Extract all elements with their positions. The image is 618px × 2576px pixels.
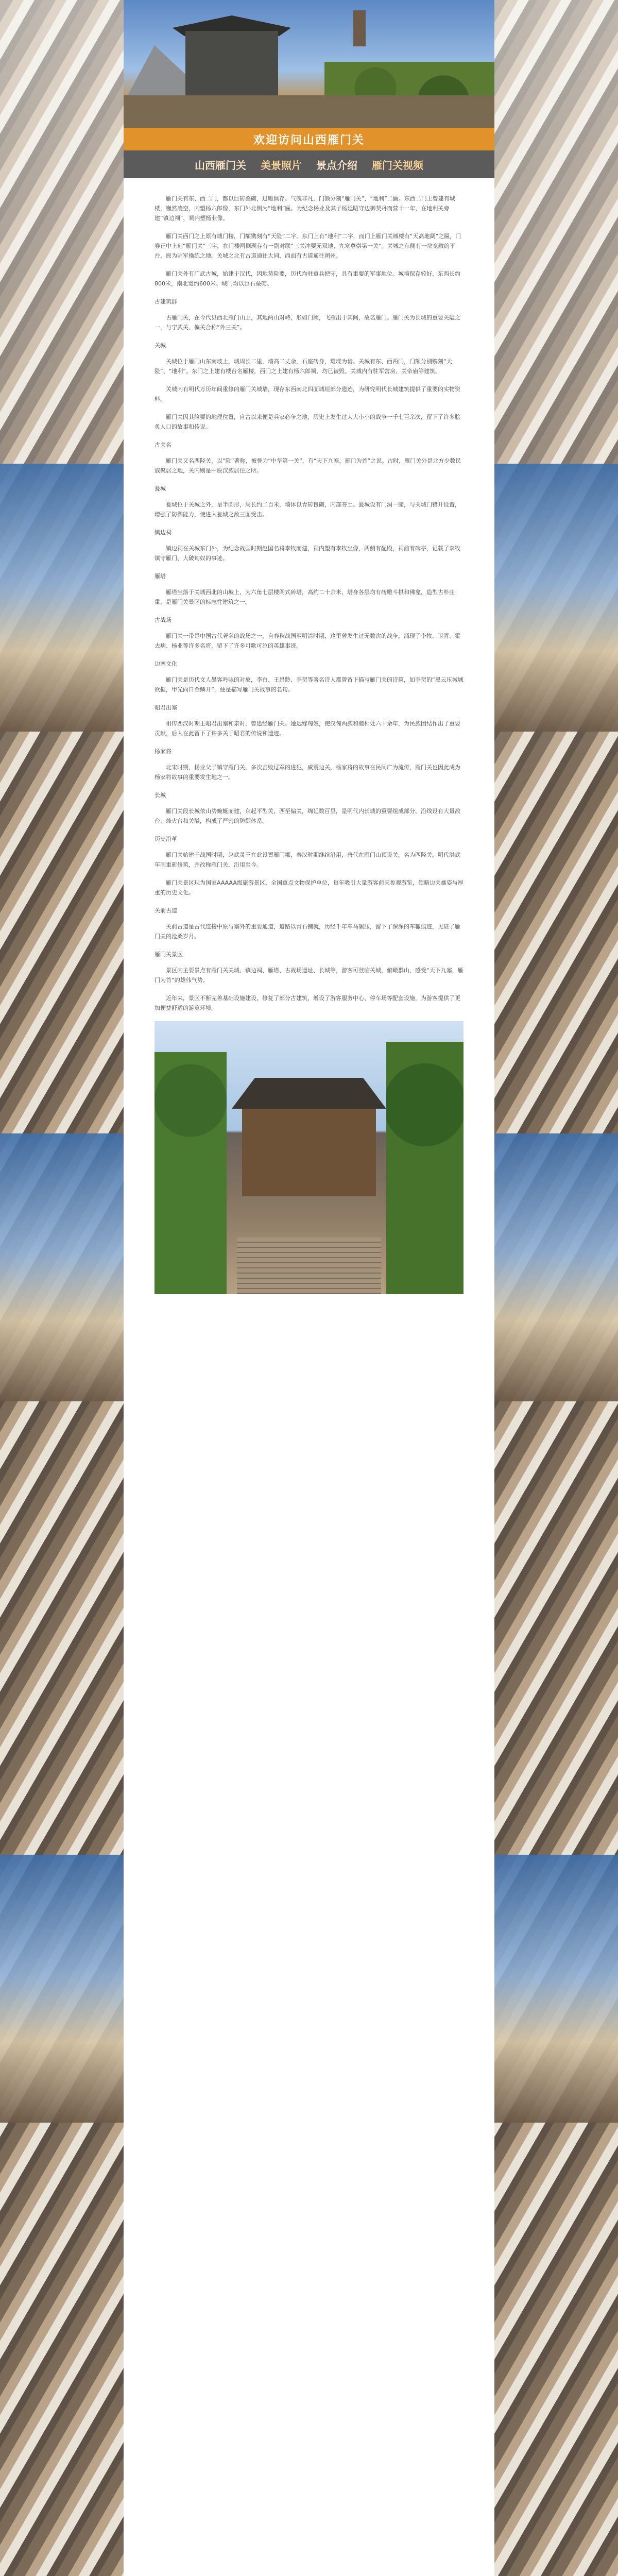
section-heading: 边塞文化 [154, 660, 177, 667]
section-heading: 杨家将 [154, 748, 171, 755]
article-body [124, 178, 494, 1013]
paragraph: 雁门关西门之上原有城门楼，门額镌刻有“天险”二字。东门上有“地利”二字，而门上雁门关城楼有“天高地阔”之匾，门券正中上刻“雁门关”三字，在门楼两侧现存有一副对联“三关冲要无双地，九塞尊崇第一关”。关城之东侧有一块宽敞的平台，原为驻军操练之地。关城之北有古道通往大同、西面有古道通往朔州。 [154, 233, 461, 259]
nav-item-video[interactable]: 雁门关视频 [372, 159, 423, 172]
section-heading: 古关名 [154, 442, 171, 448]
paragraph: 近年来，景区不断完善基础设施建设，修复了部分古建筑，增设了游客服务中心、停车场等配套设施，为游客提供了更加便捷舒适的游览环境。 [154, 995, 460, 1011]
paragraph: 雁门关一带是中国古代著名的战场之一，自春秋战国至明清时期，这里曾发生过无数次的战争，涌现了李牧、卫青、霍去病、杨业等许多名将，留下了许多可歌可泣的英雄事迹。 [154, 633, 460, 649]
banner-image [124, 0, 494, 128]
nav-item-photos[interactable]: 美景照片 [261, 159, 302, 172]
paragraph: 雁门关外有广武古城，始建于汉代，因地势险要，历代均驻重兵把守，具有重要的军事地位。城墙保存较好，东西长约800米，南北宽约600米。城门均以巨石垒砌。 [154, 270, 460, 287]
nav-item-intro[interactable]: 景点介绍 [316, 159, 357, 172]
section-heading: 关前古道 [154, 907, 177, 914]
page-title: 欢迎访问山西雁门关 [124, 128, 494, 150]
paragraph: 雁门关景区现为国家AAAAA级旅游景区、全国重点文物保护单位，每年吸引大量游客前来参观游览，领略边关雄姿与厚重的历史文化。 [154, 879, 464, 896]
paragraph: 雁门关始建于战国时期，赵武灵王在此设置雁门郡，秦汉时期继续沿用，唐代在雁门山顶设关，名为西陉关，明代洪武年间重新修筑，并改称雁门关，沿用至今。 [154, 852, 460, 868]
paragraph: 关前古道是古代连接中原与塞外的重要通道，道路以青石铺就，历经千年车马碾压，留下了深深的车辙痕迹，见证了雁门关的沧桑岁月。 [154, 923, 460, 940]
paragraph: 景区内主要景点有雁门关关城、镇边祠、雁塔、古战场遗址、长城等，游客可登临关城，俯瞰群山，感受“天下九塞，雁门为首”的雄伟气势。 [154, 967, 464, 984]
paragraph: 古雁门关，在今代县西北雁门山上，其地两山对峙，形如门阙，飞雁出于其间，故名雁门。雁门关为长城的重要关隘之一，与宁武关、偏关合称“外三关”。 [154, 314, 460, 331]
section-heading: 雁门关景区 [154, 951, 183, 958]
paragraph: 雁门关又名西陉关，以“险”著称，被誉为“中华第一关”，有“天下九塞，雁门为首”之说。古时，雁门关外是北方少数民族聚居之地，关内则是中原汉族居住之所。 [154, 457, 461, 474]
paragraph: 雁塔坐落于关城西北的山坡上，为六角七层楼阁式砖塔，高约二十余米，塔身各层均有砖雕斗拱和佛龛，造型古朴庄重，是雁门关景区的标志性建筑之一。 [154, 589, 455, 605]
section-heading: 古战场 [154, 617, 171, 623]
page-container [124, 0, 494, 2576]
nav-item-home[interactable]: 山西雁门关 [195, 159, 246, 172]
paragraph: 雁门关因其险要的地理位置，自古以来便是兵家必争之地，历史上发生过大大小小的战争一千七百余次，留下了许多脍炙人口的故事和传说。 [154, 414, 460, 430]
paragraph: 雁门关是历代文人墨客吟咏的对象，李白、王昌龄、李贺等著名诗人都曾留下描写雁门关的诗篇，如李贺的“黑云压城城欲摧，甲光向日金鳞开”，便是描写雁门关战事的名句。 [154, 676, 464, 693]
section-heading: 历史沿革 [154, 836, 177, 842]
main-nav [124, 150, 494, 178]
section-heading: 关城 [154, 342, 166, 349]
paragraph: 瓮城位于关城之外，呈半圆形，周长约二百米，墙体以青砖包砌，内部夯土。瓮城设有门洞一座，与关城门错开设置，增强了防御能力，使进入瓮城之敌三面受击。 [154, 501, 460, 518]
paragraph: 镇边祠在关城东门外，为纪念战国时期赵国名将李牧而建，祠内塑有李牧坐像，两侧有配殿，祠前有碑亭，记载了李牧镇守雁门、大破匈奴的事迹。 [154, 545, 460, 562]
section-heading: 长城 [154, 792, 166, 799]
section-heading: 昭君出塞 [154, 704, 177, 711]
paragraph: 北宋时期，杨业父子镇守雁门关，多次击败辽军的进犯，威震边关，杨家将的故事在民间广为流传，雁门关也因此成为杨家将故事的重要发生地之一。 [154, 764, 460, 781]
section-heading: 雁塔 [154, 573, 166, 580]
paragraph: 关城位于雁门山东南坡上，城周长二里，墙高二丈余，石座砖身，雉堞为齿。关城有东、西两门，门额分别镌刻“天险”、“地利”。东门之上建有楼台名雁楼，西门之上建有杨六郎祠，均已被毁。关城内有驻军营房、关帝庙等建筑。 [154, 358, 452, 375]
paragraph: 相传西汉时期王昭君出塞和亲时，曾途经雁门关。她远嫁匈奴，使汉匈两族和睦相处六十余年，为民族团结作出了重要贡献，后人在此留下了许多关于昭君的传说和遗迹。 [154, 720, 460, 737]
section-heading: 古建筑群 [154, 298, 177, 305]
section-heading: 瓮城 [154, 485, 166, 492]
paragraph: 关城内有明代万历年间重修的雁门关城墙，现存东西南北四面城垣部分遗迹，为研究明代长城建筑提供了重要的实物资料。 [154, 386, 460, 402]
section-heading: 镇边祠 [154, 529, 171, 536]
gate-photo [154, 1021, 464, 1294]
paragraph: 雁门关有东、西二门，都以巨砖叠砌，过雕俱存。气魄非凡，门额分刻“雁门关”，“地利”二匾。东西二门上曾建有城楼，巍然凌空，内塑杨六郎像，东门外北侧为“地利”匾。为纪念杨业及其子杨延昭守边御契丹而营十一年，在地利关旁建“镇边祠”，祠内塑杨业像。 [154, 195, 455, 222]
paragraph: 雁门关段长城依山势蜿蜒而建，东起平型关，西至偏关，绵延数百里，是明代内长城的重要组成部分，沿线设有大量敌台、烽火台和关隘，构成了严密的防御体系。 [154, 808, 460, 824]
